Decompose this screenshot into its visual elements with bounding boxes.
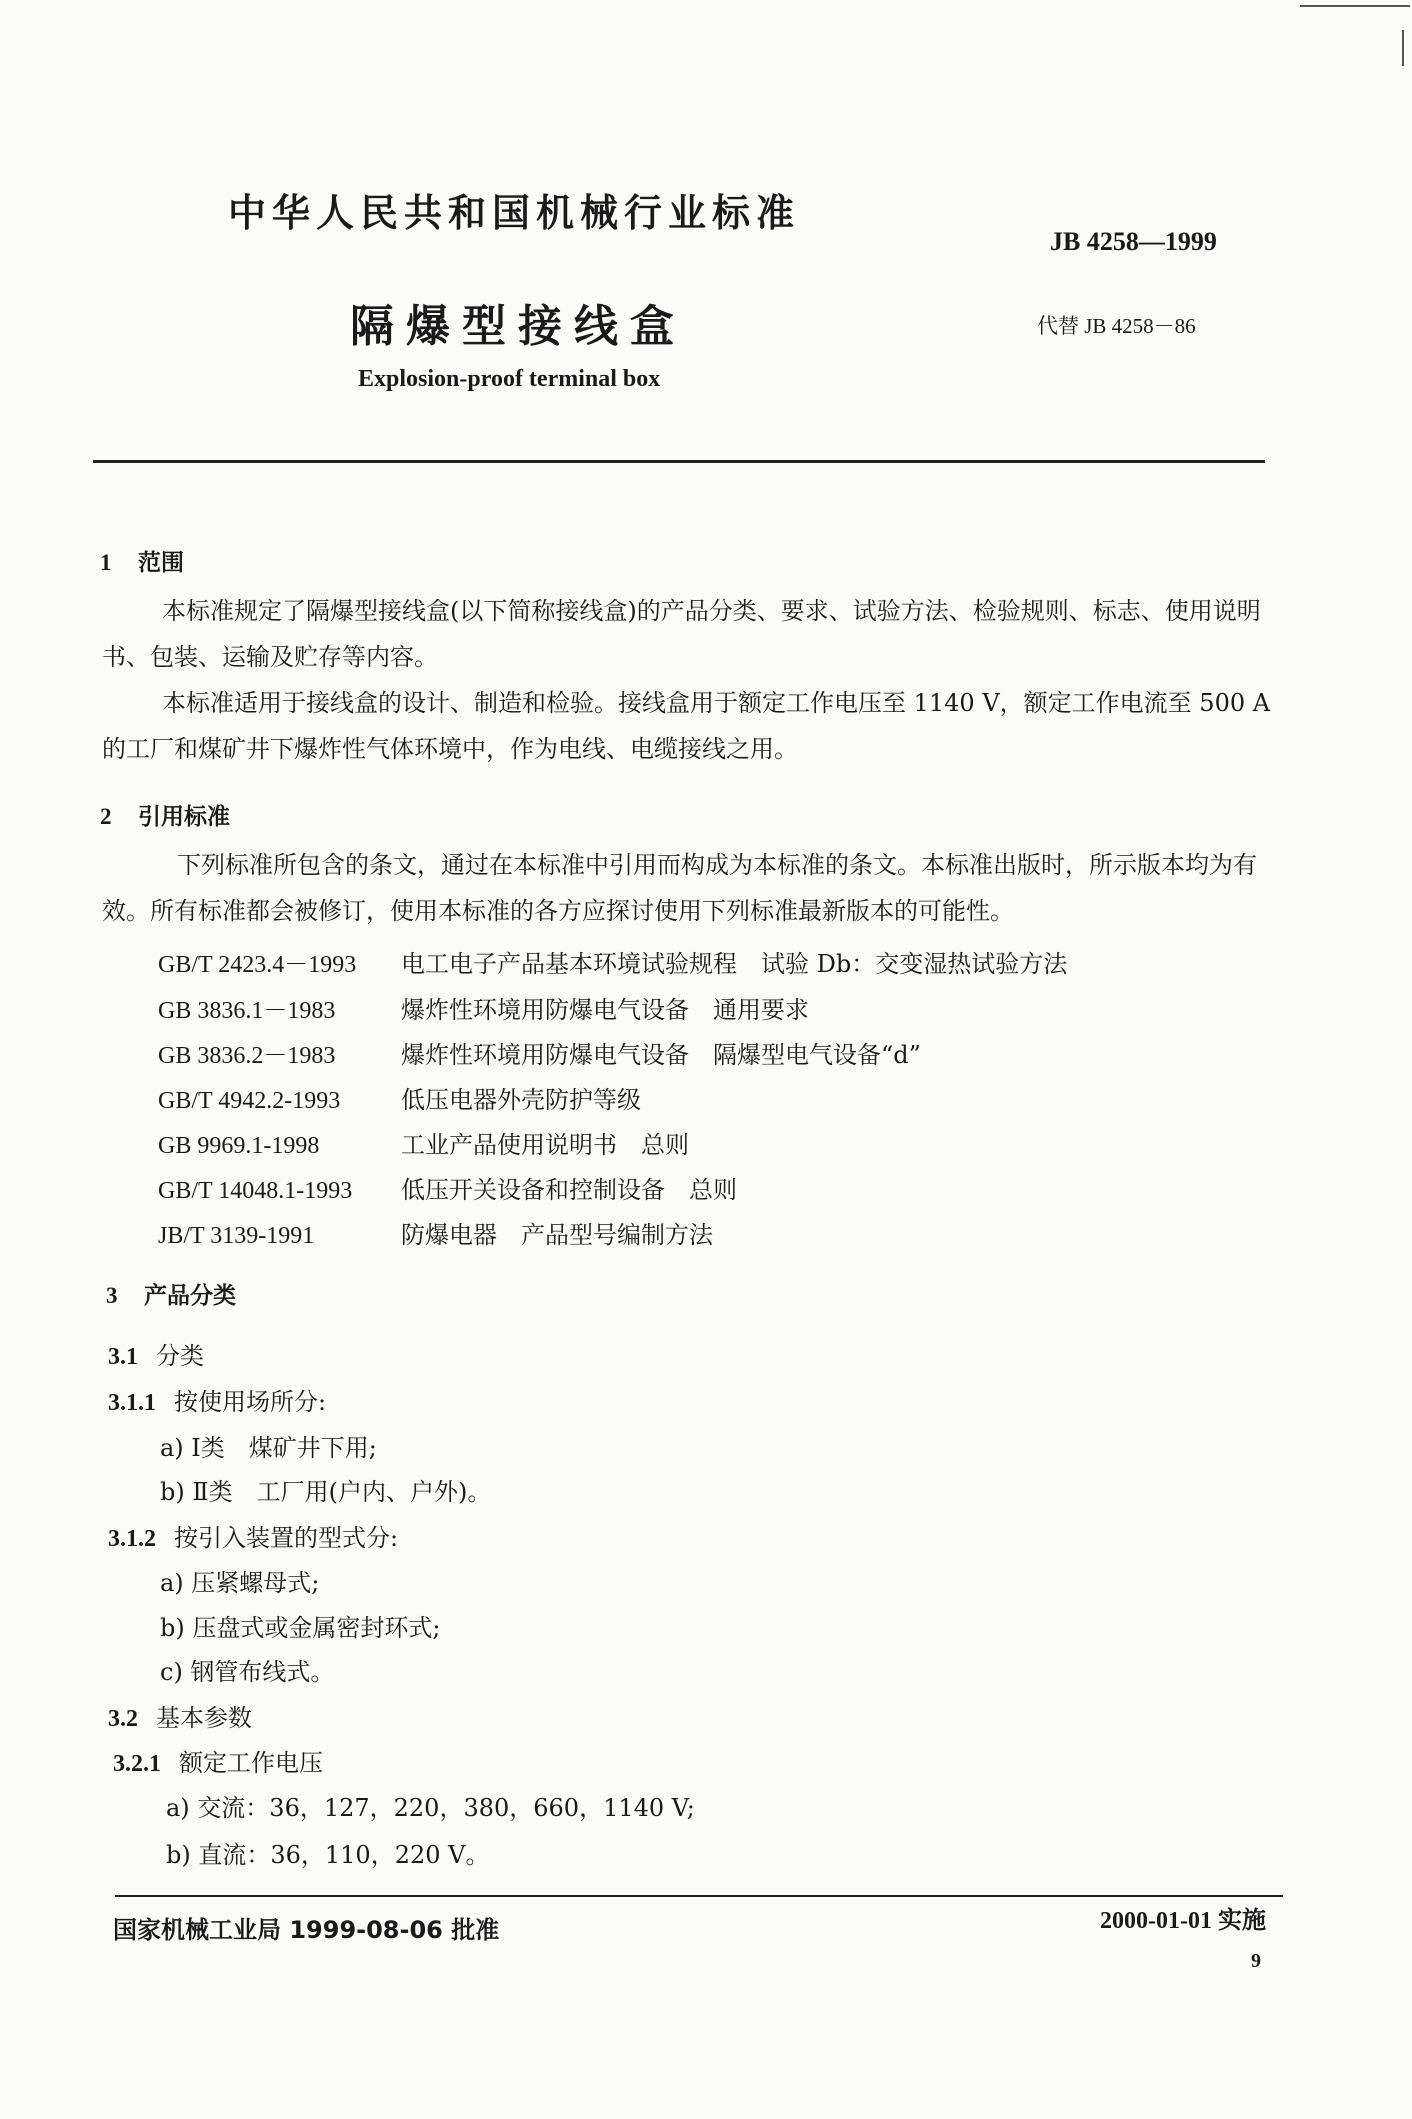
section-title: 产品分类 xyxy=(144,1283,237,1309)
reference-title: 工业产品使用说明书 总则 xyxy=(401,1131,689,1159)
corner-mark-line xyxy=(1300,5,1410,7)
section-number: 3 xyxy=(106,1283,118,1308)
document-number: JB 4258—1999 xyxy=(1050,227,1217,256)
reference-item xyxy=(158,990,809,1025)
reference-item xyxy=(158,1080,641,1115)
reference-code: GB 3836.1－1983 xyxy=(158,998,336,1024)
effective-date: 2000-01-01 实施 xyxy=(1100,1908,1266,1934)
subsection-title: 分类 xyxy=(156,1342,204,1370)
reference-item xyxy=(158,1035,921,1070)
section-1-paragraph-1: 本标准规定了隔爆型接线盒(以下简称接线盒)的产品分类、要求、试验方法、检验规则、标志、使用说明书、包装、运输及贮存等内容。 xyxy=(102,597,1261,671)
list-item: b) 直流：36，110，220 V。 xyxy=(166,1841,490,1869)
page-number: 9 xyxy=(1251,1950,1261,1972)
section-2-paragraph: 下列标准所包含的条文，通过在本标准中引用而构成为本标准的条文。本标准出版时，所示版本均为有效。所有标准都会被修订，使用本标准的各方应探讨使用下列标准最新版本的可能性。 xyxy=(102,851,1257,925)
subsection-number: 3.2 xyxy=(108,1706,138,1732)
approval-note: 国家机械工业局 1999-08-06 批准 xyxy=(113,1916,500,1944)
reference-title: 爆炸性环境用防爆电气设备 隔爆型电气设备“d” xyxy=(401,1041,921,1069)
section-title: 引用标准 xyxy=(138,804,231,830)
section-number: 1 xyxy=(100,550,112,575)
subsection-3-1-1 xyxy=(108,1382,326,1417)
replaces-note: 代替 JB 4258－86 xyxy=(1037,314,1196,338)
subsection-number: 3.1.1 xyxy=(108,1390,156,1416)
subsection-3-1 xyxy=(108,1336,204,1371)
subsection-title: 基本参数 xyxy=(156,1704,252,1732)
section-1-heading xyxy=(100,544,184,577)
reference-item xyxy=(158,1170,737,1205)
reference-title: 电工电子产品基本环境试验规程 试验 Db：交变湿热试验方法 xyxy=(401,950,1068,978)
list-item: a) Ⅰ类 煤矿井下用; xyxy=(160,1434,377,1462)
footer-rule xyxy=(115,1895,1283,1897)
reference-code: GB 3836.2－1983 xyxy=(158,1043,336,1069)
section-number: 2 xyxy=(100,804,112,829)
reference-code: GB/T 14048.1-1993 xyxy=(158,1178,353,1204)
reference-title: 防爆电器 产品型号编制方法 xyxy=(401,1221,713,1249)
subsection-number: 3.1.2 xyxy=(108,1526,156,1552)
subsection-3-2 xyxy=(108,1698,252,1733)
subsection-3-1-2 xyxy=(108,1518,398,1553)
reference-item xyxy=(158,944,1067,979)
list-item: c) 钢管布线式。 xyxy=(160,1658,335,1686)
header-rule xyxy=(93,460,1265,463)
reference-code: GB/T 2423.4－1993 xyxy=(158,952,357,978)
subsection-number: 3.1 xyxy=(108,1344,138,1370)
subsection-title: 按引入装置的型式分: xyxy=(174,1524,399,1552)
list-item: b) Ⅱ类 工厂用(户内、户外)。 xyxy=(160,1478,492,1506)
list-item: a) 压紧螺母式; xyxy=(160,1569,320,1597)
reference-item xyxy=(158,1215,713,1250)
list-item: b) 压盘式或金属密封环式; xyxy=(160,1614,441,1642)
reference-title: 爆炸性环境用防爆电气设备 通用要求 xyxy=(401,996,809,1024)
reference-code: GB/T 4942.2-1993 xyxy=(158,1088,341,1114)
section-title: 范围 xyxy=(138,550,185,576)
subsection-number: 3.2.1 xyxy=(113,1751,161,1777)
subsection-3-2-1 xyxy=(113,1743,323,1778)
reference-title: 低压开关设备和控制设备 总则 xyxy=(401,1176,737,1204)
corner-mark-tick xyxy=(1402,30,1404,66)
section-2-heading xyxy=(100,798,230,831)
subsection-title: 额定工作电压 xyxy=(179,1749,323,1777)
subsection-title: 按使用场所分: xyxy=(174,1388,327,1416)
reference-item xyxy=(158,1125,689,1160)
section-3-heading xyxy=(106,1277,236,1310)
list-item: a) 交流：36，127，220，380，660，1140 V; xyxy=(166,1794,695,1822)
reference-title: 低压电器外壳防护等级 xyxy=(401,1086,641,1114)
reference-code: GB 9969.1-1998 xyxy=(158,1133,320,1159)
standard-name-cn: 隔爆型接线盒 xyxy=(350,301,686,352)
standard-category-title: 中华人民共和国机械行业标准 xyxy=(228,191,801,235)
reference-code: JB/T 3139-1991 xyxy=(158,1223,315,1249)
section-1-paragraph-2: 本标准适用于接线盒的设计、制造和检验。接线盒用于额定工作电压至 1140 V，额定工作电流至 500 A 的工厂和煤矿井下爆炸性气体环境中，作为电线、电缆接线之用。 xyxy=(102,689,1271,763)
standard-name-en: Explosion-proof terminal box xyxy=(358,366,661,392)
